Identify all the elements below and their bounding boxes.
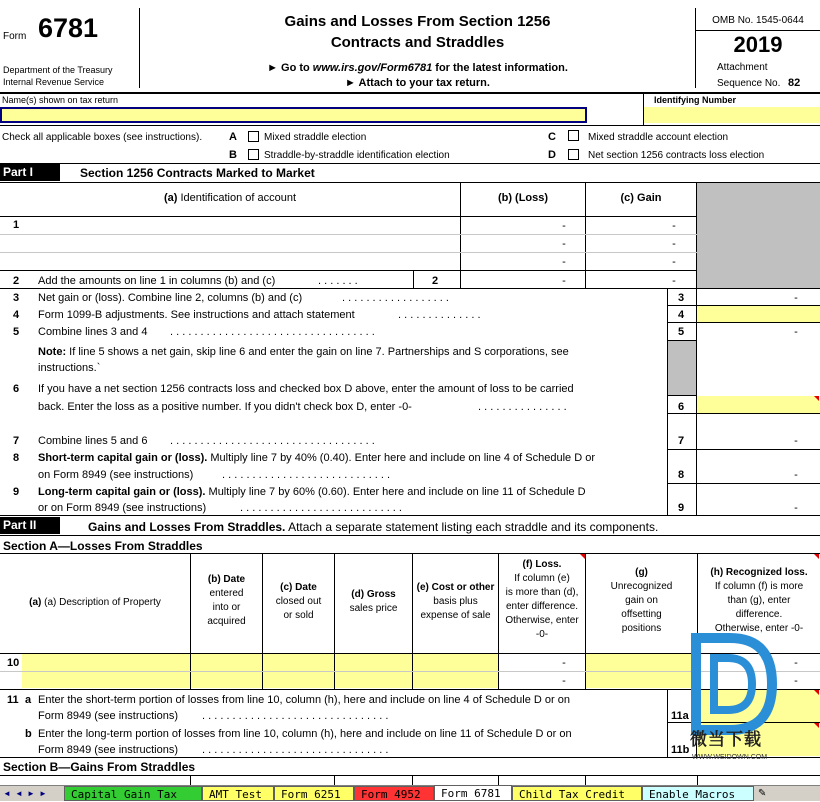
col-d-gross-sales: (d) Gross sales price: [349, 589, 398, 614]
insert-sheet-icon[interactable]: ✎: [758, 788, 767, 799]
line3-box: 3: [678, 292, 685, 304]
comment-marker: [814, 723, 819, 728]
line10-row1-recognized[interactable]: -: [794, 657, 798, 669]
line8-box: 8: [678, 469, 685, 481]
line11b-text1: Enter the long-term portion of losses from line 10, column (h), here and include on line 11 of Schedule D or on: [38, 728, 572, 740]
line1-row1-gain[interactable]: -: [672, 220, 676, 232]
line9-amount[interactable]: -: [794, 502, 798, 514]
form-label: Form: [3, 31, 27, 42]
line5-number: 5: [13, 326, 20, 338]
tax-year: 2019: [733, 32, 783, 57]
line3-text: Net gain or (loss). Combine line 2, columns (b) and (c): [38, 292, 303, 304]
line7-box: 7: [678, 435, 685, 447]
line2-gain[interactable]: -: [672, 275, 676, 287]
line9-text2: or on Form 8949 (see instructions): [38, 502, 207, 514]
attach-line: ► Attach to your tax return.: [345, 77, 490, 89]
dept-line1: Department of the Treasury: [3, 65, 113, 75]
last-sheet-nav-icon[interactable]: ►: [39, 789, 47, 798]
line1-row1-loss[interactable]: -: [562, 220, 566, 232]
tab-form-6781[interactable]: Form 6781: [434, 785, 512, 801]
line4-box: 4: [678, 309, 685, 321]
line11-number: 11: [7, 694, 19, 706]
id-number-label: Identifying Number: [654, 95, 737, 105]
irs-url[interactable]: www.irs.gov/Form6781: [312, 62, 433, 74]
tab-capital-gain-tax[interactable]: Capital Gain Tax: [64, 786, 202, 801]
line8-text2: on Form 8949 (see instructions): [38, 469, 194, 481]
line10-row2-loss[interactable]: -: [562, 675, 566, 687]
line9-number: 9: [13, 486, 20, 498]
box-b-letter: B: [229, 149, 237, 161]
line6-text1: If you have a net section 1256 contracts loss and checked box D above, enter the amount of loss to be carried: [38, 383, 574, 395]
box-a-label: Mixed straddle election: [264, 132, 367, 143]
sequence-label: Sequence No.: [717, 78, 781, 89]
line8-amount[interactable]: -: [794, 469, 798, 481]
line8-text1: Short-term capital gain or (loss). Multiply line 7 by 40% (0.40). Enter here and include on line 4 of Schedule D or: [38, 452, 595, 464]
tab-child-tax-credit[interactable]: Child Tax Credit: [512, 786, 642, 801]
line10-row2-recognized[interactable]: -: [794, 675, 798, 687]
box-b-checkbox[interactable]: [248, 149, 259, 160]
line5-amount[interactable]: -: [794, 326, 798, 338]
box-a-letter: A: [229, 131, 237, 143]
comment-marker: [580, 554, 585, 559]
watermark-brand: 微当下载: [690, 730, 762, 749]
next-sheet-nav-icon[interactable]: ►: [27, 789, 35, 798]
line6-text2: back. Enter the loss as a positive number. If you didn't check box D, enter -0-: [38, 401, 412, 413]
line11b-box: 11b: [671, 744, 690, 756]
col-e-cost-basis: (e) Cost or other basis plus expense of sale: [416, 582, 495, 621]
goto-line: ► Go to www.irs.gov/Form6781 for the latest information.: [267, 62, 568, 74]
comment-marker: [814, 690, 819, 695]
col-c-header: (c) Gain: [620, 192, 662, 204]
line11a-text2: Form 8949 (see instructions): [38, 710, 178, 722]
col-a-header: (a) Identification of account: [163, 192, 297, 204]
line2-text: Add the amounts on line 1 in columns (b) and (c): [38, 275, 276, 287]
form-number: 6781: [38, 13, 99, 43]
line11b-letter: b: [25, 728, 32, 740]
note-shade: [668, 341, 696, 395]
line7-amount[interactable]: -: [794, 435, 798, 447]
col-c-date-sold: (c) Date closed out or sold: [275, 582, 322, 621]
box-d-checkbox[interactable]: [568, 149, 579, 160]
line1-row2-loss[interactable]: -: [562, 238, 566, 250]
line1-row3-gain[interactable]: -: [672, 256, 676, 268]
line4-number: 4: [13, 309, 20, 321]
form-title: [140, 11, 695, 53]
first-sheet-nav-icon[interactable]: ◄: [3, 789, 11, 798]
title-line1: Gains and Losses From Section 1256: [284, 13, 551, 30]
weidown-logo-icon: [686, 630, 786, 740]
line2-box: 2: [432, 275, 439, 287]
name-label: Name(s) shown on tax return: [2, 95, 119, 105]
tab-form-4952[interactable]: Form 4952: [354, 786, 434, 801]
line1-row2-gain[interactable]: -: [672, 238, 676, 250]
line10-number: 10: [7, 657, 20, 669]
box-c-label: Mixed straddle account election: [588, 132, 729, 143]
line5-box: 5: [678, 326, 685, 338]
col-b-date-acquired: (b) Date entered into or acquired: [207, 574, 246, 627]
box-d-label: Net section 1256 contracts loss election: [588, 150, 765, 161]
part1-label: Part I: [0, 164, 60, 181]
col-f-loss: (f) Loss. If column (e) is more than (d), enter difference. Otherwise, enter -0-: [505, 559, 579, 640]
col-b-header: (b) (Loss): [497, 192, 549, 204]
line1-row3-loss[interactable]: -: [562, 256, 566, 268]
note-line2: instructions.`: [38, 362, 101, 374]
omb-number: OMB No. 1545-0644: [712, 15, 804, 26]
sequence-number: 82: [788, 77, 801, 89]
line7-text: Combine lines 5 and 6: [38, 435, 148, 447]
comment-marker: [814, 554, 819, 559]
name-field[interactable]: [0, 107, 587, 123]
tab-form-6251[interactable]: Form 6251: [274, 786, 354, 801]
part2-label: Part II: [0, 517, 60, 534]
line9-box: 9: [678, 502, 685, 514]
line7-number: 7: [13, 435, 20, 447]
shaded-area: [697, 183, 820, 288]
line9-text1: Long-term capital gain or (loss). Multiply line 7 by 60% (0.60). Enter here and include on line 11 of Schedule D: [38, 486, 586, 498]
id-number-field[interactable]: [644, 107, 820, 123]
col-g-unrecognized: (g) Unrecognized gain on offsetting positions: [610, 567, 673, 634]
line2-loss[interactable]: -: [562, 275, 566, 287]
tab-amt-test[interactable]: AMT Test: [202, 786, 274, 801]
line6-number: 6: [13, 383, 20, 395]
line4-input[interactable]: [697, 306, 820, 322]
section-b-title: Section B—Gains From Straddles: [3, 760, 196, 774]
dept-line2: Internal Revenue Service: [3, 77, 105, 87]
box-c-checkbox[interactable]: [568, 130, 579, 141]
box-c-letter: C: [548, 131, 556, 143]
line1-number: 1: [13, 219, 20, 231]
section-a-title: Section A—Losses From Straddles: [3, 539, 203, 553]
line3-number: 3: [13, 292, 20, 304]
comment-marker: [814, 396, 819, 401]
checkbox-intro: Check all applicable boxes (see instructions).: [2, 132, 203, 143]
line11b-text2: Form 8949 (see instructions): [38, 744, 178, 756]
line10-row1-loss[interactable]: -: [562, 657, 566, 669]
line11a-text1: Enter the short-term portion of losses from line 10, column (h), here and include on line 4 of Schedule D or on: [38, 694, 570, 706]
prev-sheet-nav-icon[interactable]: ◄: [15, 789, 23, 798]
attachment-label: Attachment: [717, 62, 768, 73]
line11a-box: 11a: [671, 710, 689, 722]
line5-text: Combine lines 3 and 4: [38, 326, 148, 338]
line6-input[interactable]: [697, 396, 820, 413]
line2-number: 2: [13, 275, 20, 287]
tab-enable-macros[interactable]: Enable Macros: [642, 786, 754, 801]
box-a-checkbox[interactable]: [248, 131, 259, 142]
line3-amount[interactable]: -: [794, 292, 798, 304]
col-h-recognized-loss: (h) Recognized loss. If column (f) is more than (g), enter difference. Otherwise, enter -0-: [710, 567, 808, 634]
note-line1: Note: If line 5 shows a net gain, skip line 6 and enter the gain on line 7. Partnerships and S corporations, see: [38, 346, 569, 358]
watermark-url: WWW.WEIDOWN.COM: [692, 754, 768, 761]
title-line2: Contracts and Straddles: [330, 34, 505, 51]
line6-box: 6: [678, 401, 685, 413]
weidown-watermark: [686, 630, 786, 770]
line4-text: Form 1099-B adjustments. See instructions and attach statement: [38, 309, 355, 321]
box-b-label: Straddle-by-straddle identification election: [264, 150, 450, 161]
line8-number: 8: [13, 452, 20, 464]
sheet-tab-bar: [0, 785, 820, 801]
part2-title: Gains and Losses From Straddles. Attach a separate statement listing each straddle and its components.: [88, 520, 659, 534]
col-a-description: (a) (a) Description of Property: [29, 597, 161, 608]
part1-title: Section 1256 Contracts Marked to Market: [80, 166, 315, 180]
line11a-letter: a: [25, 694, 32, 706]
box-d-letter: D: [548, 149, 556, 161]
